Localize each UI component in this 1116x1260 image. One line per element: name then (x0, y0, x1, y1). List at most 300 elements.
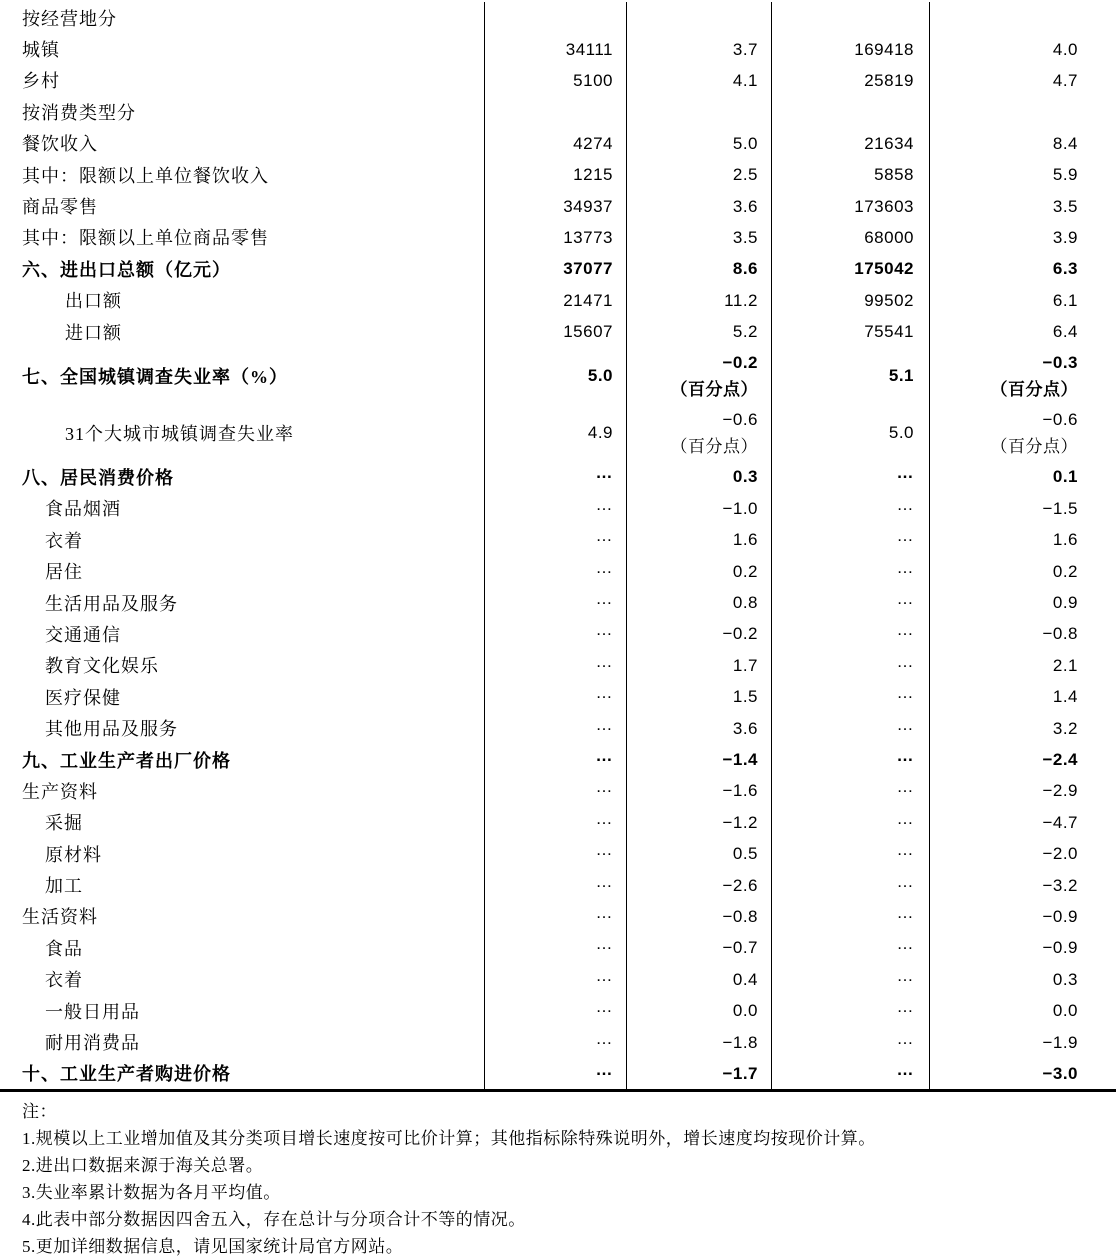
col-absolute-current-cell (485, 493, 627, 524)
col-absolute-current-cell (485, 618, 627, 649)
col-absolute-current-cell (485, 901, 627, 932)
table-row (0, 347, 1116, 404)
col-absolute-current-cell (485, 555, 627, 586)
col-absolute-current-cell (485, 190, 627, 221)
cell-value: 1.7 (732, 655, 758, 675)
cell-value: 5.0 (888, 423, 914, 443)
table-row (0, 1026, 1116, 1057)
row-label: 加工 (0, 869, 485, 900)
col-growth-cumulative-cell (930, 869, 1116, 900)
cell-value: 4.0 (1052, 39, 1078, 59)
cell-value: 3.6 (732, 718, 758, 738)
col-absolute-current-cell (485, 838, 627, 869)
col-growth-current-cell (627, 253, 772, 284)
cell-value: … (896, 683, 914, 703)
cell-value: −0.7 (722, 938, 758, 958)
col-growth-current-cell (627, 493, 772, 524)
table-row (0, 96, 1116, 127)
cell-value: … (595, 1059, 613, 1079)
row-label: 衣着 (0, 524, 485, 555)
cell-value: 0.2 (1052, 561, 1078, 581)
cell-value: 99502 (864, 290, 914, 310)
cell-value: … (595, 557, 613, 577)
col-growth-cumulative-cell (930, 964, 1116, 995)
cell-value: 0.2 (732, 561, 758, 581)
col-absolute-cumulative-cell (772, 96, 930, 127)
col-growth-current-cell (627, 96, 772, 127)
cell-value: −3.0 (1042, 1063, 1078, 1083)
col-growth-current-cell (627, 775, 772, 806)
cell-value: 2.5 (732, 165, 758, 185)
cell-value: 3.5 (1052, 196, 1078, 216)
cell-value: … (896, 777, 914, 797)
col-growth-cumulative-cell (930, 995, 1116, 1026)
col-absolute-cumulative-cell (772, 650, 930, 681)
cell-value: −1.9 (1042, 1032, 1078, 1052)
row-label: 耐用消费品 (0, 1026, 485, 1057)
row-label: 城镇 (0, 33, 485, 64)
table-row (0, 524, 1116, 555)
cell-value: 5.2 (732, 322, 758, 342)
cell-value: −1.5 (1042, 498, 1078, 518)
col-absolute-cumulative-cell (772, 775, 930, 806)
cell-value: 4274 (573, 133, 613, 153)
cell-value: … (595, 934, 613, 954)
cell-value: 3.5 (732, 227, 758, 247)
cell-value: 0.0 (1052, 1001, 1078, 1021)
col-growth-current-cell (627, 461, 772, 492)
cell-value: 169418 (854, 39, 914, 59)
table-row (0, 253, 1116, 284)
notes-section (0, 1092, 1116, 1260)
table-row (0, 744, 1116, 775)
cell-value: 1.6 (732, 530, 758, 550)
cell-value: −1.7 (722, 1063, 758, 1083)
cell-value: … (595, 965, 613, 985)
col-absolute-current-cell (485, 807, 627, 838)
table-row (0, 932, 1116, 963)
col-growth-current-cell (627, 587, 772, 618)
col-absolute-current-cell (485, 128, 627, 159)
col-growth-current-cell (627, 524, 772, 555)
cell-value: … (595, 494, 613, 514)
cell-value: −2.4 (1042, 750, 1078, 769)
row-label: 食品 (0, 932, 485, 963)
cell-unit-label: （百分点） (990, 436, 1078, 456)
cell-value: 4.7 (1052, 70, 1078, 90)
cell-value: 5.9 (1052, 165, 1078, 185)
cell-value: −0.2 (722, 624, 758, 644)
col-absolute-cumulative-cell (772, 190, 930, 221)
col-absolute-cumulative-cell (772, 2, 930, 33)
col-absolute-cumulative-cell (772, 995, 930, 1026)
notes-title: 注： (22, 1102, 57, 1122)
row-label: 食品烟酒 (0, 493, 485, 524)
col-growth-cumulative-cell (930, 347, 1116, 404)
table-row (0, 190, 1116, 221)
row-label: 餐饮收入 (0, 128, 485, 159)
col-growth-current-cell (627, 838, 772, 869)
row-label: 其他用品及服务 (0, 712, 485, 743)
cell-value: … (896, 1028, 914, 1048)
row-label: 原材料 (0, 838, 485, 869)
row-label: 交通通信 (0, 618, 485, 649)
col-absolute-cumulative-cell (772, 285, 930, 316)
col-absolute-cumulative-cell (772, 33, 930, 64)
col-absolute-current-cell (485, 65, 627, 96)
col-absolute-current-cell (485, 316, 627, 347)
col-absolute-cumulative-cell (772, 316, 930, 347)
col-growth-cumulative-cell (930, 524, 1116, 555)
note-item: 5.更加详细数据信息，请见国家统计局官方网站。 (22, 1237, 404, 1257)
col-growth-cumulative-cell (930, 1026, 1116, 1057)
col-growth-cumulative-cell (930, 96, 1116, 127)
cell-value: … (595, 746, 613, 765)
cell-value: … (896, 965, 914, 985)
col-growth-cumulative-cell (930, 285, 1116, 316)
cell-value: … (896, 651, 914, 671)
row-label: 一般日用品 (0, 995, 485, 1026)
col-absolute-cumulative-cell (772, 618, 930, 649)
row-label: 其中：限额以上单位餐饮收入 (0, 159, 485, 190)
col-growth-current-cell (627, 33, 772, 64)
col-growth-cumulative-cell (930, 587, 1116, 618)
row-label: 教育文化娱乐 (0, 650, 485, 681)
col-growth-cumulative-cell (930, 932, 1116, 963)
col-absolute-cumulative-cell (772, 1026, 930, 1057)
cell-value: −0.3 (1042, 352, 1078, 372)
col-absolute-current-cell (485, 712, 627, 743)
row-label: 七、全国城镇调查失业率（%） (0, 347, 485, 404)
col-growth-current-cell (627, 650, 772, 681)
cell-value: 0.3 (732, 467, 758, 487)
cell-value: … (896, 714, 914, 734)
table-row (0, 33, 1116, 64)
cell-value: 5858 (874, 165, 914, 185)
col-absolute-current-cell (485, 964, 627, 995)
col-growth-cumulative-cell (930, 404, 1116, 461)
col-growth-current-cell (627, 65, 772, 96)
cell-value: … (595, 777, 613, 797)
note-item: 1.规模以上工业增加值及其分类项目增长速度按可比价计算；其他指标除特殊说明外，增长速度均按现价计算。 (22, 1129, 876, 1149)
row-label: 31个大城市城镇调查失业率 (0, 404, 485, 461)
col-absolute-cumulative-cell (772, 493, 930, 524)
cell-value: 5.1 (888, 366, 914, 386)
col-growth-cumulative-cell (930, 461, 1116, 492)
table-row (0, 2, 1116, 33)
col-absolute-cumulative-cell (772, 587, 930, 618)
cell-value: −1.6 (722, 781, 758, 801)
table-row (0, 555, 1116, 586)
cell-value: … (896, 526, 914, 546)
cell-value: … (896, 934, 914, 954)
table-row (0, 838, 1116, 869)
notes-list (22, 1125, 1096, 1260)
col-absolute-current-cell (485, 96, 627, 127)
row-label: 其中：限额以上单位商品零售 (0, 222, 485, 253)
note-item: 4.此表中部分数据因四舍五入，存在总计与分项合计不等的情况。 (22, 1210, 526, 1230)
cell-value: … (595, 463, 613, 483)
table-row (0, 587, 1116, 618)
col-absolute-cumulative-cell (772, 347, 930, 404)
col-absolute-current-cell (485, 587, 627, 618)
col-growth-cumulative-cell (930, 618, 1116, 649)
col-growth-current-cell (627, 932, 772, 963)
cell-value: 5100 (573, 70, 613, 90)
cell-value: … (896, 871, 914, 891)
col-growth-current-cell (627, 404, 772, 461)
col-growth-cumulative-cell (930, 744, 1116, 775)
cell-value: 1.4 (1052, 687, 1078, 707)
col-growth-cumulative-cell (930, 650, 1116, 681)
col-absolute-cumulative-cell (772, 964, 930, 995)
cell-value: … (896, 1059, 914, 1079)
cell-value: −1.8 (722, 1032, 758, 1052)
cell-value: 3.6 (732, 196, 758, 216)
col-growth-current-cell (627, 712, 772, 743)
cell-value: 21471 (563, 290, 613, 310)
cell-value: … (896, 620, 914, 640)
cell-value: … (896, 557, 914, 577)
row-label: 生产资料 (0, 775, 485, 806)
cell-unit-label: （百分点） (670, 436, 758, 456)
cell-value: −0.9 (1042, 906, 1078, 926)
col-absolute-current-cell (485, 33, 627, 64)
note-item: 2.进出口数据来源于海关总署。 (22, 1156, 264, 1176)
cell-value: … (595, 589, 613, 609)
col-absolute-cumulative-cell (772, 681, 930, 712)
table-row (0, 159, 1116, 190)
row-label: 居住 (0, 555, 485, 586)
row-label: 出口额 (0, 285, 485, 316)
cell-value: −1.0 (722, 498, 758, 518)
table-row (0, 775, 1116, 806)
cell-value: 1215 (573, 165, 613, 185)
col-growth-cumulative-cell (930, 316, 1116, 347)
cell-value: 1.5 (732, 687, 758, 707)
col-absolute-current-cell (485, 995, 627, 1026)
cell-value: 0.8 (732, 593, 758, 613)
col-absolute-current-cell (485, 744, 627, 775)
cell-value: 3.2 (1052, 718, 1078, 738)
table-row (0, 964, 1116, 995)
col-absolute-current-cell (485, 159, 627, 190)
cell-value: 8.6 (732, 259, 758, 279)
col-growth-current-cell (627, 316, 772, 347)
table-row (0, 65, 1116, 96)
cell-value: … (896, 463, 914, 483)
cell-value: 175042 (854, 259, 914, 279)
cell-value: 68000 (864, 227, 914, 247)
cell-value: … (595, 997, 613, 1017)
cell-value: 75541 (864, 322, 914, 342)
table-row (0, 618, 1116, 649)
col-growth-current-cell (627, 995, 772, 1026)
cell-value: 34937 (563, 196, 613, 216)
cell-value: 34111 (565, 39, 613, 59)
col-growth-current-cell (627, 159, 772, 190)
col-growth-current-cell (627, 964, 772, 995)
cell-value: … (896, 840, 914, 860)
row-label: 九、工业生产者出厂价格 (0, 744, 485, 775)
cell-value: … (595, 840, 613, 860)
col-growth-current-cell (627, 347, 772, 404)
col-absolute-cumulative-cell (772, 65, 930, 96)
col-absolute-current-cell (485, 932, 627, 963)
col-growth-cumulative-cell (930, 838, 1116, 869)
cell-unit-label: （百分点） (670, 379, 758, 399)
col-growth-cumulative-cell (930, 807, 1116, 838)
col-growth-cumulative-cell (930, 33, 1116, 64)
cell-value: … (896, 902, 914, 922)
col-absolute-current-cell (485, 681, 627, 712)
table-row (0, 995, 1116, 1026)
cell-value: −0.2 (722, 352, 758, 372)
col-absolute-current-cell (485, 1026, 627, 1057)
row-label: 衣着 (0, 964, 485, 995)
row-label: 医疗保健 (0, 681, 485, 712)
col-growth-current-cell (627, 285, 772, 316)
col-absolute-cumulative-cell (772, 744, 930, 775)
col-absolute-current-cell (485, 461, 627, 492)
cell-value: 4.9 (587, 423, 613, 443)
col-growth-current-cell (627, 1058, 772, 1089)
cell-value: 8.4 (1052, 133, 1078, 153)
col-absolute-cumulative-cell (772, 253, 930, 284)
col-absolute-cumulative-cell (772, 461, 930, 492)
col-growth-cumulative-cell (930, 493, 1116, 524)
col-growth-cumulative-cell (930, 128, 1116, 159)
col-absolute-current-cell (485, 869, 627, 900)
table-row (0, 493, 1116, 524)
table-rows (0, 2, 1116, 1089)
table-row (0, 807, 1116, 838)
col-growth-cumulative-cell (930, 775, 1116, 806)
cell-value: −2.0 (1042, 844, 1078, 864)
cell-value: −3.2 (1042, 875, 1078, 895)
cell-value: −0.6 (722, 409, 758, 429)
col-growth-current-cell (627, 681, 772, 712)
col-absolute-cumulative-cell (772, 1058, 930, 1089)
col-absolute-current-cell (485, 222, 627, 253)
table-row (0, 128, 1116, 159)
cell-value: 3.9 (1052, 227, 1078, 247)
cell-value: 6.3 (1052, 259, 1078, 279)
cell-value: 4.1 (732, 70, 758, 90)
col-absolute-cumulative-cell (772, 524, 930, 555)
cell-value: −0.8 (722, 906, 758, 926)
col-growth-current-cell (627, 901, 772, 932)
col-growth-current-cell (627, 618, 772, 649)
col-growth-current-cell (627, 555, 772, 586)
col-growth-cumulative-cell (930, 1058, 1116, 1089)
cell-value: 15607 (563, 322, 613, 342)
col-absolute-current-cell (485, 524, 627, 555)
cell-value: −2.6 (722, 875, 758, 895)
table-row (0, 461, 1116, 492)
table-row (0, 285, 1116, 316)
col-absolute-cumulative-cell (772, 222, 930, 253)
cell-value: 6.4 (1052, 322, 1078, 342)
cell-value: … (595, 526, 613, 546)
table-row (0, 681, 1116, 712)
row-label: 进口额 (0, 316, 485, 347)
cell-value: 1.6 (1052, 530, 1078, 550)
col-growth-current-cell (627, 222, 772, 253)
col-growth-current-cell (627, 807, 772, 838)
col-growth-cumulative-cell (930, 712, 1116, 743)
col-growth-cumulative-cell (930, 681, 1116, 712)
row-label: 按经营地分 (0, 2, 485, 33)
cell-value: 3.7 (732, 39, 758, 59)
col-absolute-cumulative-cell (772, 838, 930, 869)
cell-value: … (595, 683, 613, 703)
cell-value: 0.3 (1052, 969, 1078, 989)
table-row (0, 222, 1116, 253)
cell-value: … (896, 494, 914, 514)
row-label: 八、居民消费价格 (0, 461, 485, 492)
row-label: 生活资料 (0, 901, 485, 932)
cell-value: 0.4 (732, 969, 758, 989)
col-growth-cumulative-cell (930, 159, 1116, 190)
note-item: 3.失业率累计数据为各月平均值。 (22, 1183, 281, 1203)
table-row (0, 404, 1116, 461)
cell-value: … (595, 871, 613, 891)
table-row (0, 316, 1116, 347)
cell-value: 11.2 (724, 290, 758, 310)
col-growth-current-cell (627, 128, 772, 159)
cell-value: … (595, 651, 613, 671)
cell-value: −0.9 (1042, 938, 1078, 958)
row-label: 六、进出口总额（亿元） (0, 253, 485, 284)
cell-value: … (595, 808, 613, 828)
cell-value: … (896, 808, 914, 828)
row-label: 乡村 (0, 65, 485, 96)
col-growth-cumulative-cell (930, 65, 1116, 96)
col-growth-cumulative-cell (930, 555, 1116, 586)
cell-value: −0.6 (1042, 409, 1078, 429)
cell-value: −0.8 (1042, 624, 1078, 644)
col-growth-cumulative-cell (930, 222, 1116, 253)
col-absolute-cumulative-cell (772, 932, 930, 963)
col-growth-current-cell (627, 1026, 772, 1057)
cell-value: 5.0 (587, 366, 613, 386)
cell-value: −1.4 (722, 750, 758, 769)
cell-value: 0.0 (732, 1001, 758, 1021)
row-label: 按消费类型分 (0, 96, 485, 127)
cell-value: … (896, 589, 914, 609)
col-growth-cumulative-cell (930, 253, 1116, 284)
col-absolute-current-cell (485, 253, 627, 284)
col-growth-current-cell (627, 2, 772, 33)
col-absolute-cumulative-cell (772, 555, 930, 586)
cell-value: … (595, 714, 613, 734)
cell-value: 6.1 (1052, 290, 1078, 310)
table-row (0, 869, 1116, 900)
cell-value: … (595, 1028, 613, 1048)
col-growth-cumulative-cell (930, 901, 1116, 932)
cell-value: 25819 (864, 70, 914, 90)
col-growth-cumulative-cell (930, 2, 1116, 33)
col-absolute-cumulative-cell (772, 807, 930, 838)
cell-value: … (595, 902, 613, 922)
cell-value: … (595, 620, 613, 640)
col-absolute-cumulative-cell (772, 128, 930, 159)
col-absolute-current-cell (485, 2, 627, 33)
cell-value: −1.2 (722, 812, 758, 832)
cell-value: 2.1 (1052, 655, 1078, 675)
col-growth-current-cell (627, 744, 772, 775)
